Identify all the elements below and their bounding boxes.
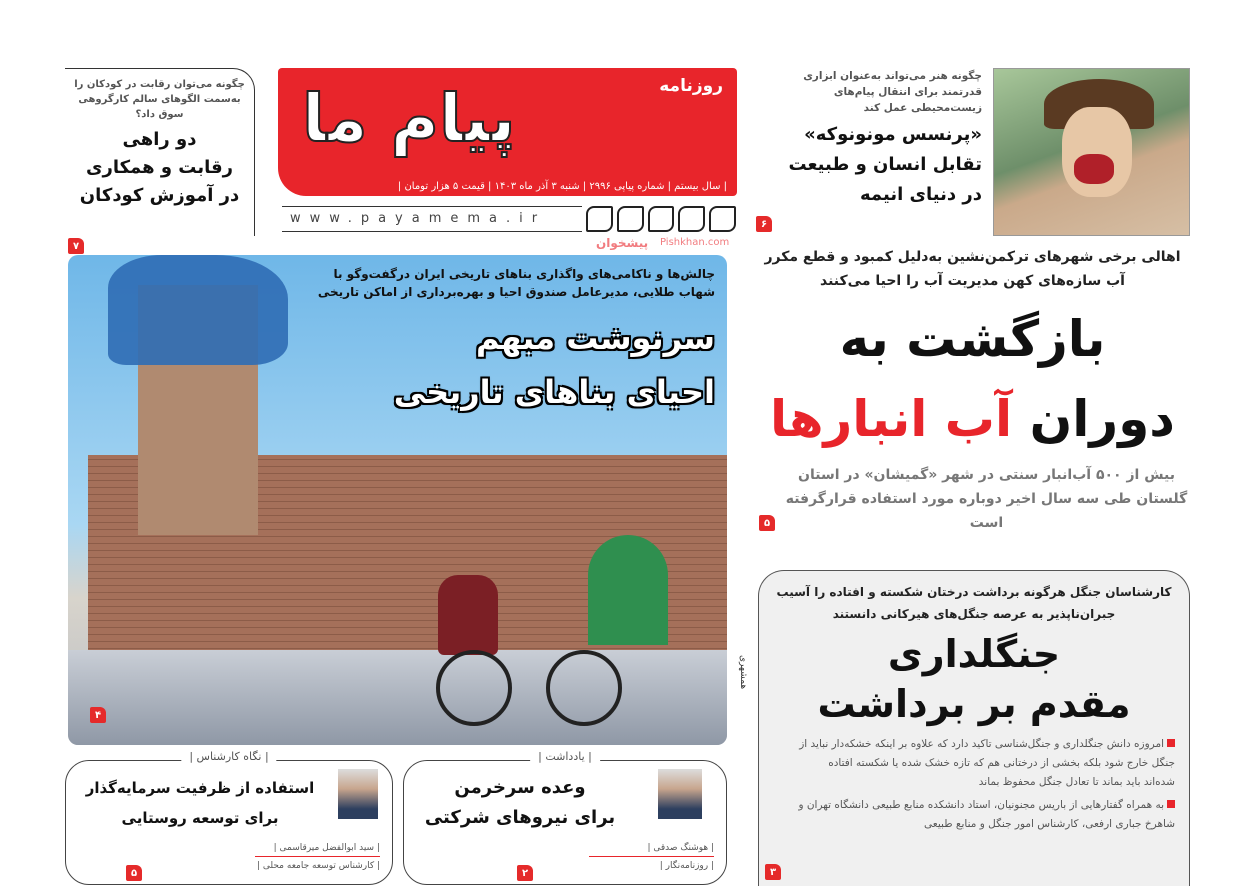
page-badge: ۵: [126, 865, 142, 881]
kicker: کارشناسان جنگل هرگونه برداشت درختان شکسته و افتاده را آسیب جبران‌ناپذیر به عرصه جنگل‌های هیرکانی دانستند: [776, 585, 1172, 621]
photo-credit: همشهری: [738, 655, 748, 690]
subtitle: بیش از ۵۰۰ آب‌انبار سنتی در شهر «گمیشان» در استان گلستان طی سه سال اخیر دوباره مورد استفاده قرارگرفته است: [785, 467, 1188, 531]
page-badge: ۴: [90, 707, 106, 723]
headline-line: دو راهی: [122, 129, 197, 150]
story-mononoke[interactable]: [760, 68, 982, 210]
headline-line: در آموزش کودکان: [79, 185, 240, 206]
page-badge: ۷: [68, 238, 84, 254]
headline-line: بازگشت به: [839, 310, 1106, 368]
anime-image: [993, 68, 1190, 236]
page-badge: ۶: [756, 216, 772, 232]
note-column[interactable]: [403, 750, 727, 885]
author-name: | هوشنگ صدقی |: [589, 843, 714, 857]
headline-line: برای توسعه روستایی: [121, 809, 279, 827]
section-label: | یادداشت |: [530, 750, 600, 763]
kicker: چگونه می‌توان رقابت در کودکان را به‌سمت الگوهای سالم کارگروهی سوق داد؟: [74, 79, 245, 120]
website[interactable]: www.payamema.ir: [282, 206, 582, 232]
expert-headline: [70, 773, 330, 833]
headline-highlight: آب انبارها: [770, 390, 1013, 448]
newspaper-name: پیام ما: [302, 80, 516, 157]
author-role: | روزنامه‌نگار |: [659, 861, 714, 871]
headline-line: رقابت و همکاری: [85, 157, 234, 178]
page-badge: ۳: [765, 864, 781, 880]
bullet-icon: [1167, 739, 1175, 747]
kicker: چگونه هنر می‌تواند به‌عنوان ابزاری قدرتمند برای انتقال پیام‌های زیست‌محیطی عمل کند: [803, 70, 982, 114]
forest-headline: [773, 629, 1175, 729]
headline-line: برای نیروهای شرکتی: [424, 807, 616, 828]
logo-boxes: [586, 206, 736, 232]
kicker: چالش‌ها و ناکامی‌های واگذاری بناهای تاریخی ایران درگفت‌وگو با شهاب طلایی، مدیرعامل صندوق احیا و بهره‌برداری از اماکن تاریخی: [317, 267, 715, 299]
author-role: | کارشناس توسعه جامعه محلی |: [257, 861, 380, 871]
headline-line: تقابل انسان و طبیعت: [788, 154, 982, 175]
bullet-icon: [1167, 800, 1175, 808]
author-photo: [338, 769, 378, 819]
story-water-reservoirs[interactable]: [755, 245, 1190, 535]
note-headline: [410, 773, 630, 833]
page-badge: ۵: [759, 515, 775, 531]
headline-line: «پرنسس مونونوکه»: [804, 124, 982, 145]
headline-line: احیای بناهای تاریخی: [393, 373, 715, 411]
kicker: اهالی برخی شهرهای ترکمن‌نشین به‌دلیل کمبود و قطع مکرر آب سازه‌های کهن مدیریت آب را احیا می‌کنند: [764, 249, 1181, 289]
expert-column[interactable]: [65, 750, 393, 885]
paragraph-text: به همراه گفتارهایی از باریس مجنونیان، استاد دانشکده منابع طبیعی دانشگاه تهران و شاهرخ جباری ارفعی، کارشناس امور جنگل و منابع طبیعی: [798, 799, 1175, 830]
author-name: | سید ابوالفضل میرقاسمی |: [255, 843, 380, 857]
page-badge: ۲: [517, 865, 533, 881]
author-photo: [658, 769, 702, 819]
headline-line: جنگلداری: [887, 632, 1061, 676]
headline-line: دوران: [1029, 390, 1175, 448]
headline-line: وعده سرخرمن: [454, 777, 586, 798]
issue-info: | سال بیستم | شماره پیاپی ۲۹۹۶ | شنبه ۳ آذر ماه ۱۴۰۳ | قیمت ۵ هزار تومان |: [397, 181, 727, 192]
watermark-url: Pishkhan.com: [660, 237, 730, 248]
paragraph-text: امروزه دانش جنگلداری و جنگل‌شناسی تاکید دارد که علاوه بر اینکه خشکه‌دار نباید از جنگل خارج شود بلکه بخشی از درختانی هم که تازه خشک شده یا شکسته افتاده شده‌اند باید بماند تا تعادل جنگل محفوظ بماند: [799, 738, 1175, 788]
daily-label: روزنامه: [659, 76, 723, 96]
masthead-logo: [278, 68, 737, 196]
headline-line: مقدم بر برداشت: [817, 682, 1131, 726]
paragraph: [773, 796, 1175, 834]
section-label: | نگاه کارشناس |: [181, 750, 276, 763]
story-forestry[interactable]: [758, 570, 1190, 886]
watermark: پیشخوان: [596, 236, 649, 250]
main-headline: [755, 299, 1190, 459]
headline-line: سرنوشت مبهم: [475, 319, 715, 357]
headline-line: در دنیای انیمه: [860, 184, 982, 205]
story-historic-buildings[interactable]: [310, 265, 715, 419]
paragraph: [773, 735, 1175, 792]
headline-line: استفاده از ظرفیت سرمایه‌گذار: [85, 779, 315, 797]
story-children[interactable]: [65, 68, 255, 236]
